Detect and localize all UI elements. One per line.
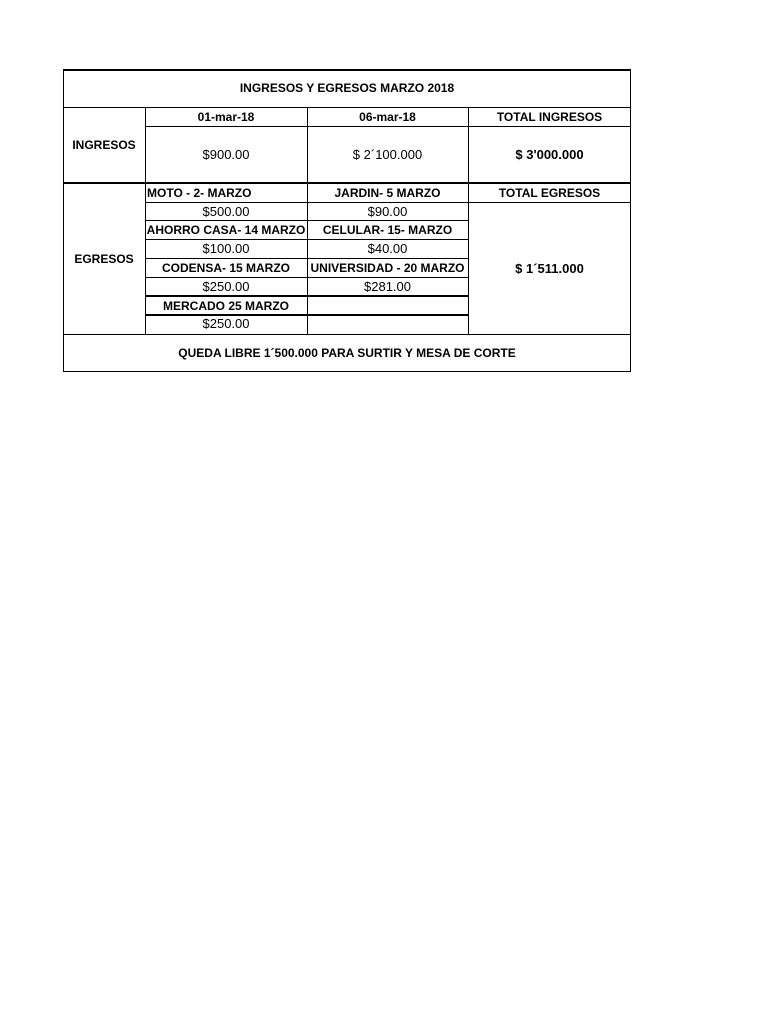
total-egresos: $ 1´511.000 bbox=[515, 260, 584, 276]
total-ingresos: $ 3'000.000 bbox=[515, 147, 584, 162]
egreso-concept: AHORRO CASA- 14 MARZO bbox=[146, 222, 306, 237]
income-expense-sheet bbox=[63, 69, 631, 372]
ingresos-date-1: 01-mar-18 bbox=[197, 109, 255, 124]
egreso-amount: $250.00 bbox=[202, 278, 250, 294]
ingresos-amount-2: $ 2´100.000 bbox=[352, 147, 423, 162]
egresos-label: EGRESOS bbox=[74, 252, 134, 266]
egreso-concept: MOTO - 2- MARZO bbox=[147, 186, 252, 200]
sheet-title: INGRESOS Y EGRESOS MARZO 2018 bbox=[239, 81, 455, 95]
egreso-amount: $500.00 bbox=[202, 204, 250, 219]
total-egresos-header: TOTAL EGRESOS bbox=[498, 186, 601, 200]
total-ingresos-header: TOTAL INGRESOS bbox=[496, 109, 603, 124]
egreso-amount: $40.00 bbox=[367, 241, 408, 256]
egreso-concept: UNIVERSIDAD - 20 MARZO bbox=[310, 260, 465, 275]
ingresos-date-2: 06-mar-18 bbox=[359, 109, 416, 124]
egreso-amount: $281.00 bbox=[364, 278, 411, 294]
egreso-amount: $90.00 bbox=[367, 204, 408, 219]
ingresos-label: INGRESOS bbox=[72, 138, 136, 152]
egreso-concept: MERCADO 25 MARZO bbox=[162, 298, 289, 313]
egreso-concept: CELULAR- 15- MARZO bbox=[322, 222, 453, 237]
footer-note: QUEDA LIBRE 1´500.000 PARA SURTIR Y MESA DE CORTE bbox=[178, 346, 516, 360]
ingresos-amount-1: $900.00 bbox=[202, 147, 250, 162]
divider bbox=[145, 314, 468, 316]
egreso-concept: CODENSA- 15 MARZO bbox=[161, 260, 290, 275]
egreso-amount: $100.00 bbox=[202, 241, 250, 256]
egreso-concept: JARDIN- 5 MARZO bbox=[334, 186, 441, 200]
egreso-amount: $250.00 bbox=[202, 316, 250, 331]
